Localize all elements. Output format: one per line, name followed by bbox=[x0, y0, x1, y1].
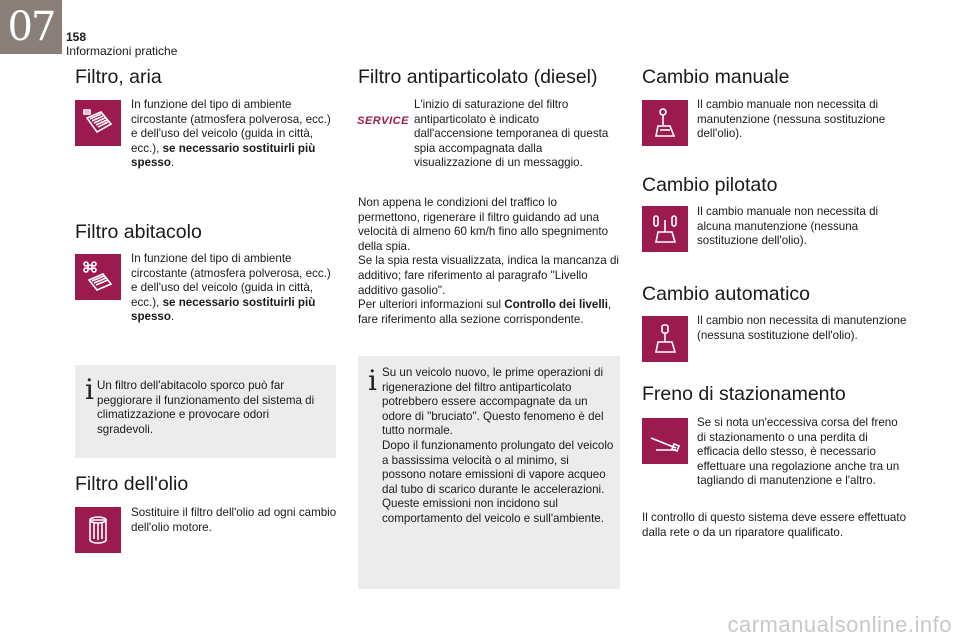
dpf-paragraphs: Non appena le condizioni del traffico lo permettono, rigenerare il filtro guidando ad una velocità di almeno 60 km/h fino allo spegnimento della spia. Se la spia resta visualizzata, indica la mancanza di additivo; fare riferimento al paragrafo "Livello additivo gasolio". Per ulteriori informazioni sul Controllo dei livelli, fare riferimento alla sezione corrispondente. bbox=[358, 196, 619, 326]
parking-brake-title: Freno di stazionamento bbox=[642, 383, 846, 405]
air-filter-icon bbox=[75, 100, 121, 146]
cabin-filter-note bbox=[75, 365, 336, 458]
watermark: carmanualsonline.info bbox=[727, 612, 952, 637]
oil-filter-title: Filtro dell'olio bbox=[75, 473, 189, 495]
manual-gearbox-icon bbox=[642, 100, 688, 146]
cabin-filter-note-text: Un filtro dell'abitacolo sporco può far peggiorare il funzionamento del sistema di climatizzazione e provocare odori sgradevoli. bbox=[97, 379, 315, 436]
piloted-gearbox-icon bbox=[642, 206, 688, 252]
chapter-tab: 07 bbox=[0, 0, 62, 54]
oil-filter-icon bbox=[75, 507, 121, 553]
parking-brake-icon bbox=[642, 418, 688, 464]
info-icon: i bbox=[368, 364, 377, 397]
piloted-gearbox-text: Il cambio manuale non necessita di alcuna manutenzione (nessuna sostituzione dell'olio). bbox=[697, 205, 879, 248]
air-filter-text: In funzione del tipo di ambiente circostante (atmosfera polverosa, ecc.) e dell'uso del veicolo (guida in città, ecc.), se necessario sostituirli più spesso. bbox=[131, 98, 331, 170]
dpf-note-text: Su un veicolo nuovo, le prime operazioni di rigenerazione del filtro antiparticolato potrebbero essere accompagnate da un odore di "bruciato". Questo fenomeno è del tutto normale. Dopo il funzionamento prolungato del veicolo a bassissima velocità o al minimo, si possono notare emissioni di vapore acqueo dal tubo di scarico durante le accelerazioni. Queste emissioni non incidono sul comportamento del veicolo e sull'ambiente. bbox=[382, 366, 614, 525]
air-filter-title: Filtro, aria bbox=[75, 66, 162, 88]
cabin-filter-text: In funzione del tipo di ambiente circostante (atmosfera polverosa, ecc.) e dell'uso del veicolo (guida in città, ecc.), se necessario sostituirli più spesso. bbox=[131, 252, 331, 324]
piloted-gearbox-title: Cambio pilotato bbox=[642, 174, 778, 196]
parking-brake-footer: Il controllo di questo sistema deve essere effettuato dalla rete o da un riparatore qualificato. bbox=[642, 511, 907, 539]
cabin-filter-icon bbox=[75, 254, 121, 300]
automatic-gearbox-icon bbox=[642, 316, 688, 362]
oil-filter-text: Sostituire il filtro dell'olio ad ogni cambio dell'olio motore. bbox=[131, 506, 337, 534]
automatic-gearbox-text: Il cambio non necessita di manutenzione (nessuna sostituzione dell'olio). bbox=[697, 314, 907, 342]
info-icon: i bbox=[85, 373, 94, 406]
cabin-filter-title: Filtro abitacolo bbox=[75, 221, 202, 243]
dpf-note bbox=[358, 356, 620, 589]
manual-gearbox-text: Il cambio manuale non necessita di manutenzione (nessuna sostituzione dell'olio). bbox=[697, 98, 886, 141]
section-title: Informazioni pratiche bbox=[66, 44, 178, 58]
page-number: 158 bbox=[66, 30, 87, 44]
manual-gearbox-title: Cambio manuale bbox=[642, 66, 790, 88]
service-warning-icon: SERVICE bbox=[357, 115, 409, 127]
parking-brake-text: Se si nota un'eccessiva corsa del freno di stazionamento o una perdita di efficacia dello stesso, è necessario effettuare una regolazione anche tra un tagliando di manutenzione e l'altro. bbox=[697, 416, 900, 488]
dpf-text: L'inizio di saturazione del filtro antiparticolato è indicato dall'accensione temporanea di questa spia accompagnata dalla visualizzazione di un messaggio. bbox=[414, 98, 609, 170]
automatic-gearbox-title: Cambio automatico bbox=[642, 283, 810, 305]
dpf-title: Filtro antiparticolato (diesel) bbox=[358, 66, 598, 88]
